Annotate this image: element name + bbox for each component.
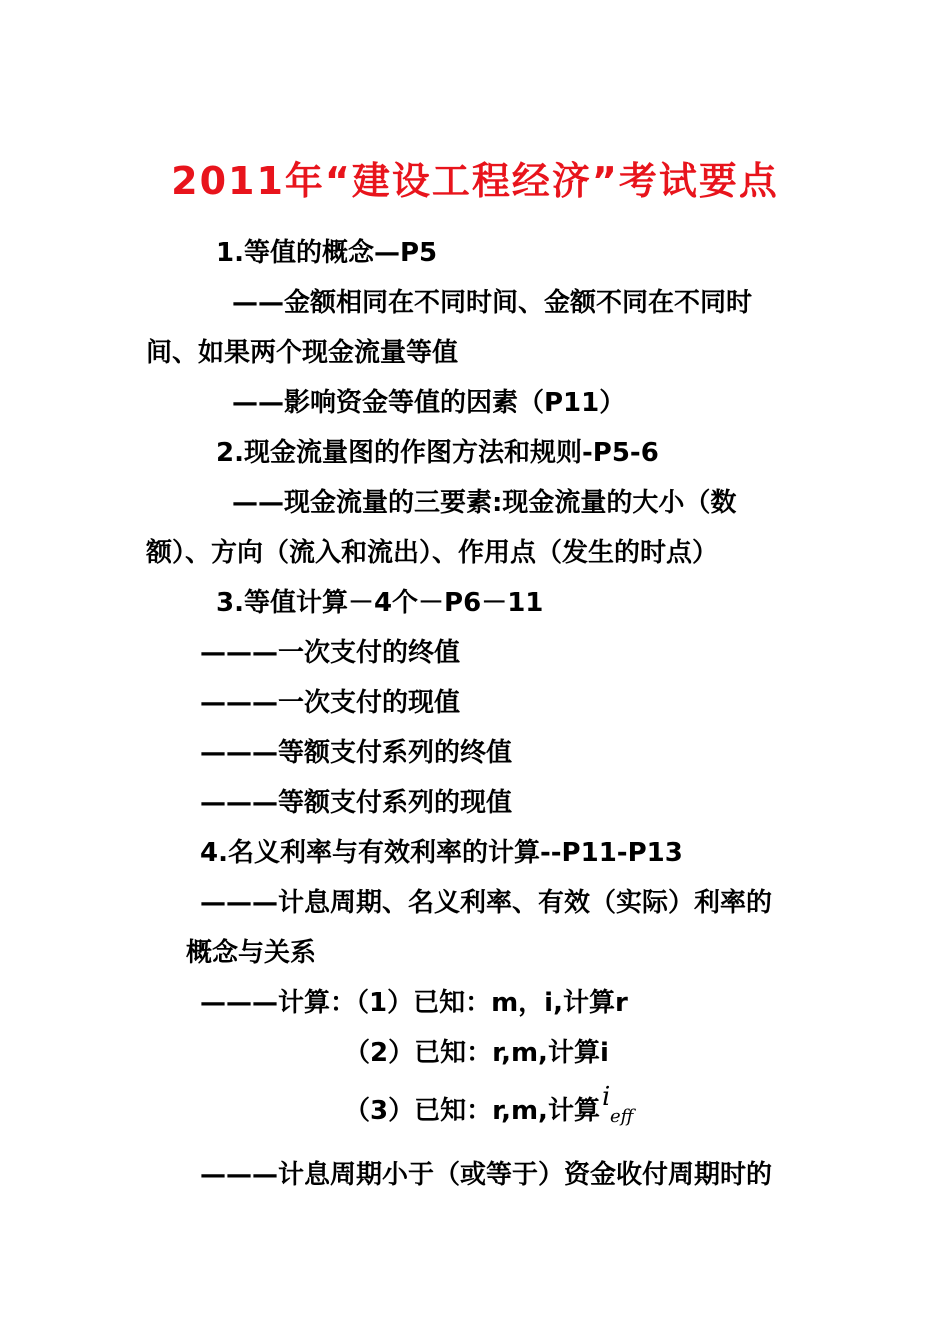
section-2-point-line-2: 额）、方向（流入和流出）、作用点（发生的时点） — [146, 538, 719, 568]
section-4-calc-3-text: （3）已知：r,m,计算 — [344, 1096, 600, 1126]
formula-symbol: i — [601, 1082, 611, 1112]
section-2-heading: 2.现金流量图的作图方法和规则-P5-6 — [216, 438, 659, 468]
section-3-heading: 3.等值计算－4个－P6－11 — [216, 588, 544, 618]
section-2-point-line-1: ——现金流量的三要素:现金流量的大小（数 — [232, 488, 737, 518]
section-3-item-1: ———一次支付的终值 — [200, 638, 461, 668]
section-4-calc-1: ———计算：（1）已知：m，i,计算r — [200, 988, 628, 1018]
section-1-point-line-2: 间、如果两个现金流量等值 — [146, 338, 459, 368]
section-4-point-line-2: 概念与关系 — [186, 938, 317, 968]
section-4-calc-2: （2）已知：r,m,计算i — [344, 1038, 609, 1068]
section-1-point-2: ——影响资金等值的因素（P11） — [232, 388, 626, 418]
section-4-calc-3 — [344, 1082, 634, 1128]
section-4-point-line-3: ———计息周期小于（或等于）资金收付周期时的 — [200, 1160, 773, 1190]
section-3-item-4: ———等额支付系列的现值 — [200, 788, 513, 818]
formula-subscript: eff — [609, 1106, 634, 1127]
section-4-point-line-1: ———计息周期、名义利率、有效（实际）利率的 — [200, 888, 773, 918]
i-eff-formula — [600, 1082, 634, 1128]
section-3-item-2: ———一次支付的现值 — [200, 688, 461, 718]
section-4-heading: 4.名义利率与有效利率的计算--P11-P13 — [200, 838, 683, 868]
section-1-point-line-1: ——金额相同在不同时间、金额不同在不同时 — [232, 288, 753, 318]
page-title: 2011年“建设工程经济”考试要点 — [171, 159, 779, 203]
section-1-heading: 1.等值的概念—P5 — [216, 238, 438, 268]
section-3-item-3: ———等额支付系列的终值 — [200, 738, 513, 768]
